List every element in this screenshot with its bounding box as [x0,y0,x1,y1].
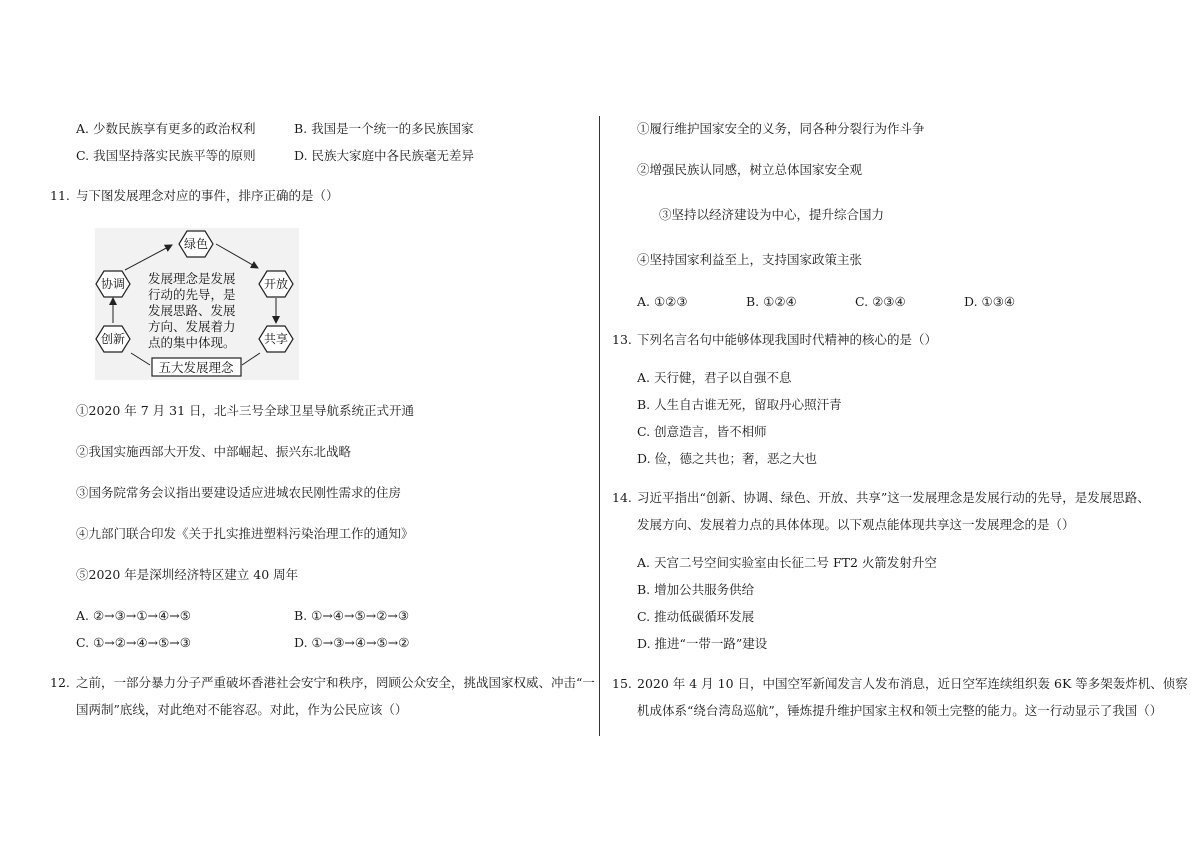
column-divider [599,116,600,736]
q11-stem: 与下图发展理念对应的事件，排序正确的是（） [76,188,339,203]
q11-item-2: ②我国实施西部大开发、中部崛起、振兴东北战略 [76,444,352,459]
q11-option-d[interactable]: D. ①→③→④→⑤→② [294,635,410,650]
center-text-line-5: 点的集中体现。 [148,335,236,350]
q13-number: 13. [612,332,632,347]
q12-item-1: ①履行维护国家安全的义务，同各种分裂行为作斗争 [637,121,925,136]
diagram-caption: 五大发展理念 [158,360,234,375]
q11-option-a[interactable]: A. ②→③→①→④→⑤ [76,608,191,623]
q12-option-c[interactable]: C. ②③④ [855,294,906,309]
q11-item-4: ④九部门联合印发《关于扎实推进塑料污染治理工作的通知》 [76,526,414,541]
center-text-line-1: 发展理念是发展 [148,271,236,286]
q13-option-c[interactable]: C. 创意造言，皆不相师 [637,424,767,439]
q15-stem-line-2: 机成体系“绕台湾岛巡航”，锤炼提升维护国家主权和领土完整的能力。这一行动显示了我国（） [637,703,1163,718]
node-share: 共享 [263,332,289,346]
q12-option-b[interactable]: B. ①②④ [746,294,797,309]
center-text-line-2: 行动的先导，是 [148,287,236,302]
q12-number: 12. [50,675,70,690]
q12-option-a[interactable]: A. ①②③ [637,294,688,309]
q11-number: 11. [50,188,70,203]
line-innovate-caption [131,353,150,365]
center-text-line-4: 方向、发展着力 [148,319,236,334]
q12-item-4: ④坚持国家利益至上，支持国家政策主张 [637,252,863,267]
q12-stem-line-2: 国两制”底线，对此绝对不能容忍。对此，作为公民应该（） [76,702,408,717]
node-innovate: 创新 [100,332,126,346]
q14-option-d[interactable]: D. 推进“一带一路”建设 [637,636,768,651]
diagram-svg [95,228,299,380]
q10-option-d[interactable]: D. 民族大家庭中各民族毫无差异 [294,148,475,163]
node-green: 绿色 [183,237,209,251]
q12-item-2: ②增强民族认同感，树立总体国家安全观 [637,162,863,177]
q14-stem-line-1: 习近平指出“创新、协调、绿色、开放、共享”这一发展理念是发展行动的先导，是发展思路、 [637,490,1150,505]
q13-option-a[interactable]: A. 天行健，君子以自强不息 [637,370,792,385]
arrow-green-to-open [216,244,258,268]
q11-option-b[interactable]: B. ①→④→⑤→②→③ [294,608,410,623]
q11-item-5: ⑤2020 年是深圳经济特区建立 40 周年 [76,567,299,582]
q14-number: 14. [612,490,632,505]
q10-option-c[interactable]: C. 我国坚持落实民族平等的原则 [76,148,256,163]
arrow-coordinate-to-green [125,245,172,270]
q14-option-a[interactable]: A. 天宫二号空间实验室由长征二号 FT2 火箭发射升空 [637,555,937,570]
q14-option-b[interactable]: B. 增加公共服务供给 [637,582,755,597]
q15-stem-line-1: 2020 年 4 月 10 日，中国空军新闻发言人发布消息，近日空军连续组织轰 6K 等多架轰炸机、侦察 [637,676,1188,691]
q10-option-b[interactable]: B. 我国是一个统一的多民族国家 [294,121,474,136]
q12-stem-line-1: 之前，一部分暴力分子严重破坏香港社会安宁和秩序，罔顾公众安全，挑战国家权威、冲击“一 [76,675,595,690]
center-text-line-3: 发展思路、发展 [148,303,236,318]
q11-option-c[interactable]: C. ①→②→④→⑤→③ [76,635,191,650]
q12-item-3: ③坚持以经济建设为中心，提升综合国力 [659,207,885,222]
q15-number: 15. [612,676,632,691]
q13-option-d[interactable]: D. 俭，德之共也；奢，恶之大也 [637,451,818,466]
node-coordinate: 协调 [100,277,126,291]
q12-option-d[interactable]: D. ①③④ [964,294,1016,309]
node-open: 开放 [263,277,289,291]
q14-stem-line-2: 发展方向、发展着力点的具体体现。以下观点能体现共享这一发展理念的是（） [637,517,1075,532]
q11-item-3: ③国务院常务会议指出要建设适应进城农民刚性需求的住房 [76,485,402,500]
q13-stem: 下列名言名句中能够体现我国时代精神的核心的是（） [637,332,938,347]
q11-item-1: ①2020 年 7 月 31 日，北斗三号全球卫星导航系统正式开通 [76,403,415,418]
q14-option-c[interactable]: C. 推动低碳循环发展 [637,609,755,624]
line-share-caption [242,353,260,365]
q13-option-b[interactable]: B. 人生自古谁无死，留取丹心照汗青 [637,397,842,412]
q10-option-a[interactable]: A. 少数民族享有更多的政治权利 [76,121,256,136]
development-concepts-diagram [95,228,299,380]
